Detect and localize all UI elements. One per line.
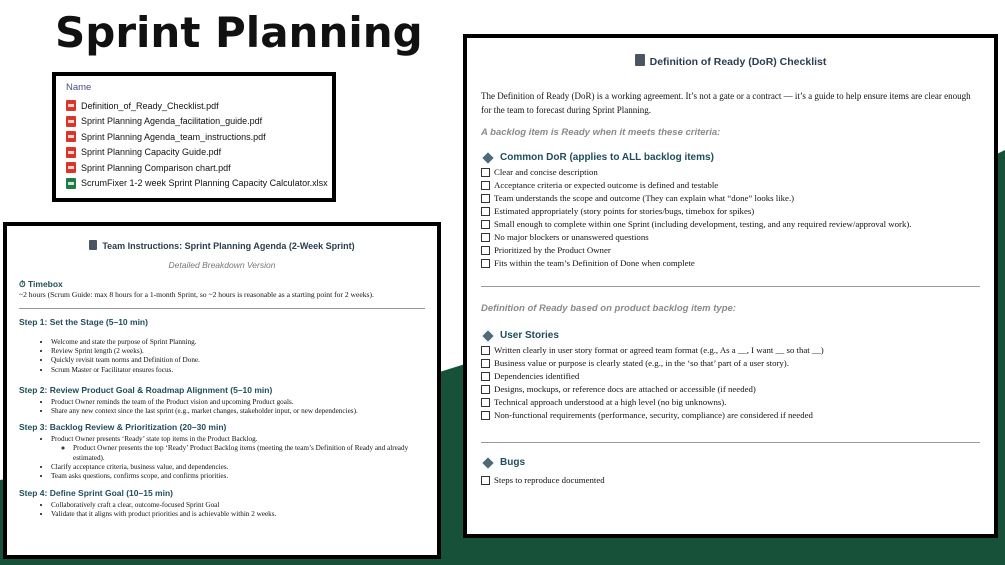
checkbox-icon[interactable] [481,194,490,203]
file-row[interactable] [66,98,332,114]
list-item: • Team asks questions, confirms scope, and confirms priorities. [51,472,425,481]
checkbox-icon[interactable] [481,411,490,420]
document-icon [89,240,97,250]
checklist-item[interactable] [481,344,980,357]
checkbox-icon[interactable] [481,359,490,368]
checklist-item-text: Estimated appropriately (story points for stories/bugs, timebox for spikes) [494,206,755,216]
checklist-item-text: Technical approach understood at a high level (no big unknowns). [494,397,727,407]
team-instructions-document [3,222,441,559]
checklist-item[interactable] [481,474,980,487]
file-list-panel [52,72,336,202]
checklist-item[interactable] [481,179,980,192]
list-item: • Product Owner reminds the team of the Product vision and upcoming Product goals. [51,398,425,407]
checklist-item-text: Team understands the scope and outcome (They can explain what “done” looks like.) [494,193,795,203]
bugs-heading: Bugs [500,457,525,468]
divider [481,442,980,443]
file-row[interactable] [66,114,332,130]
checklist-item[interactable] [481,231,980,244]
dor-checklist-document [463,34,998,538]
file-row[interactable] [66,129,332,145]
checklist-item-text: Business value or purpose is clearly stated (e.g., in the ‘so that’ part of a user story). [494,358,789,368]
list-item: • Collaboratively craft a clear, outcome-focused Sprint Goal [51,501,425,510]
checklist-item-text: No major blockers or unanswered questions [494,232,649,242]
bugs-list [481,474,980,487]
checkbox-icon[interactable] [481,220,490,229]
checkbox-icon[interactable] [481,398,490,407]
file-row[interactable] [66,176,332,192]
checklist-item[interactable] [481,244,980,257]
checklist-item-text: Designs, mockups, or reference docs are attached or accessible (if needed) [494,384,756,394]
list-item-text: Product Owner presents ‘Ready’ state top items in the Product Backlog. [51,435,258,444]
file-row[interactable] [66,160,332,176]
file-name: Definition_of_Ready_Checklist.pdf [81,100,219,111]
checklist-item-text: Non-functional requirements (performance, security, compliance) are considered if needed [494,410,813,420]
diamond-icon [482,152,493,163]
user-stories-heading-row [481,330,980,341]
diamond-icon [482,457,493,468]
checklist-item-text: Acceptance criteria or expected outcome is defined and testable [494,180,719,190]
pdf-icon [66,162,76,173]
checkbox-icon[interactable] [481,476,490,485]
pdf-icon [66,131,76,142]
checkbox-icon[interactable] [481,168,490,177]
file-list-header[interactable]: Name [66,82,92,93]
list-item: • Scrum Master or Facilitator ensures focus. [51,366,425,375]
file-name: Sprint Planning Comparison chart.pdf [81,162,231,173]
file-name: ScrumFixer 1-2 week Sprint Planning Capacity Calculator.xlsx [81,178,328,189]
list-item: • Review Sprint length (2 weeks). [51,347,425,356]
type-intro: Definition of Ready based on product backlog item type: [481,303,736,314]
checklist-item-text: Prioritized by the Product Owner [494,245,611,255]
common-dor-heading: Common DoR (applies to ALL backlog items) [500,152,714,163]
step4-list [19,501,425,519]
checklist-item[interactable] [481,192,980,205]
file-name: Sprint Planning Agenda_facilitation_guide.pdf [81,116,263,127]
team-doc-title-row [19,240,425,251]
step1-heading: Step 1: Set the Stage (5–10 min) [19,317,148,327]
checkbox-icon[interactable] [481,372,490,381]
checklist-item[interactable] [481,205,980,218]
user-stories-list [481,344,980,422]
checkbox-icon[interactable] [481,246,490,255]
step1-list [19,338,425,375]
list-item: • Share any new context since the last sprint (e.g., market changes, stakeholder input, or new dependencies). [51,407,425,416]
checklist-item[interactable] [481,357,980,370]
checklist-item-text: Written clearly in user story format or agreed team format (e.g., As a __, I want __ so that __) [494,345,824,355]
file-name: Sprint Planning Agenda_team_instructions.pdf [81,131,266,142]
pdf-icon [66,116,76,127]
checklist-item[interactable] [481,409,980,422]
list-item: • Validate that it aligns with product priorities and is achievable within 2 weeks. [51,510,425,519]
checkbox-icon[interactable] [481,233,490,242]
divider [481,286,980,287]
checkbox-icon[interactable] [481,181,490,190]
timebox-text: ~2 hours (Scrum Guide: max 8 hours for a 1-month Sprint, so ~2 hours is reasonable as a starting point for 2 weeks). [19,290,374,299]
checklist-item[interactable] [481,396,980,409]
pdf-icon [66,147,76,158]
step2-heading: Step 2: Review Product Goal & Roadmap Alignment (5–10 min) [19,384,273,395]
file-name: Sprint Planning Capacity Guide.pdf [81,147,222,158]
pdf-icon [66,100,76,111]
file-row[interactable] [66,145,332,161]
checklist-item[interactable] [481,370,980,383]
checklist-item[interactable] [481,257,980,270]
checklist-item-text: Dependencies identified [494,371,580,381]
checklist-item[interactable] [481,383,980,396]
dor-title: Definition of Ready (DoR) Checklist [649,56,827,68]
page-title: Sprint Planning [55,8,423,57]
sub-list [51,444,425,462]
xlsx-icon [66,178,76,189]
team-doc-subtitle: Detailed Breakdown Version [168,260,276,270]
user-stories-heading: User Stories [500,330,559,341]
criteria-intro: A backlog item is Ready when it meets these criteria: [481,127,721,138]
checkbox-icon[interactable] [481,259,490,268]
document-icon [635,54,645,66]
checkbox-icon[interactable] [481,346,490,355]
team-doc-title: Team Instructions: Sprint Planning Agenda (2-Week Sprint) [102,241,355,251]
checklist-item[interactable] [481,166,980,179]
step2-list [19,398,425,416]
step3-heading: Step 3: Backlog Review & Prioritization (20–30 min) [19,422,227,433]
checklist-item-text: Clear and concise description [494,167,598,177]
checklist-item-text: Fits within the team’s Definition of Done when complete [494,258,695,268]
checklist-item-text: Small enough to complete within one Sprint (including development, testing, and any required review/approval work). [494,219,912,229]
step3-list [19,435,425,481]
sub-list-item: ◦ Product Owner presents the top ‘Ready’ Product Backlog items (meeting the team’s Definition of Ready and already estimated). [73,444,425,462]
list-item: • Quickly revisit team norms and Definition of Done. [51,356,425,365]
timebox-heading: ⏱ Timebox [19,279,63,289]
checkbox-icon[interactable] [481,207,490,216]
checklist-item[interactable] [481,218,980,231]
dor-intro: The Definition of Ready (DoR) is a working agreement. It’s not a gate or a contract — it’s a guide to help ensure items are clear enough for the team to forecast during Sprint Planning. [481,91,971,115]
list-item: • Clarify acceptance criteria, business value, and dependencies. [51,463,425,472]
checkbox-icon[interactable] [481,385,490,394]
checklist-item-text: Steps to reproduce documented [494,475,605,485]
common-dor-heading-row [481,152,980,163]
bugs-heading-row [481,457,980,468]
common-dor-list [481,166,980,270]
step4-heading: Step 4: Define Sprint Goal (10–15 min) [19,488,173,499]
list-item: • Welcome and state the purpose of Sprint Planning. [51,338,425,347]
divider [19,308,425,309]
dor-title-row [481,54,980,68]
list-item [51,435,425,463]
diamond-icon [482,330,493,341]
